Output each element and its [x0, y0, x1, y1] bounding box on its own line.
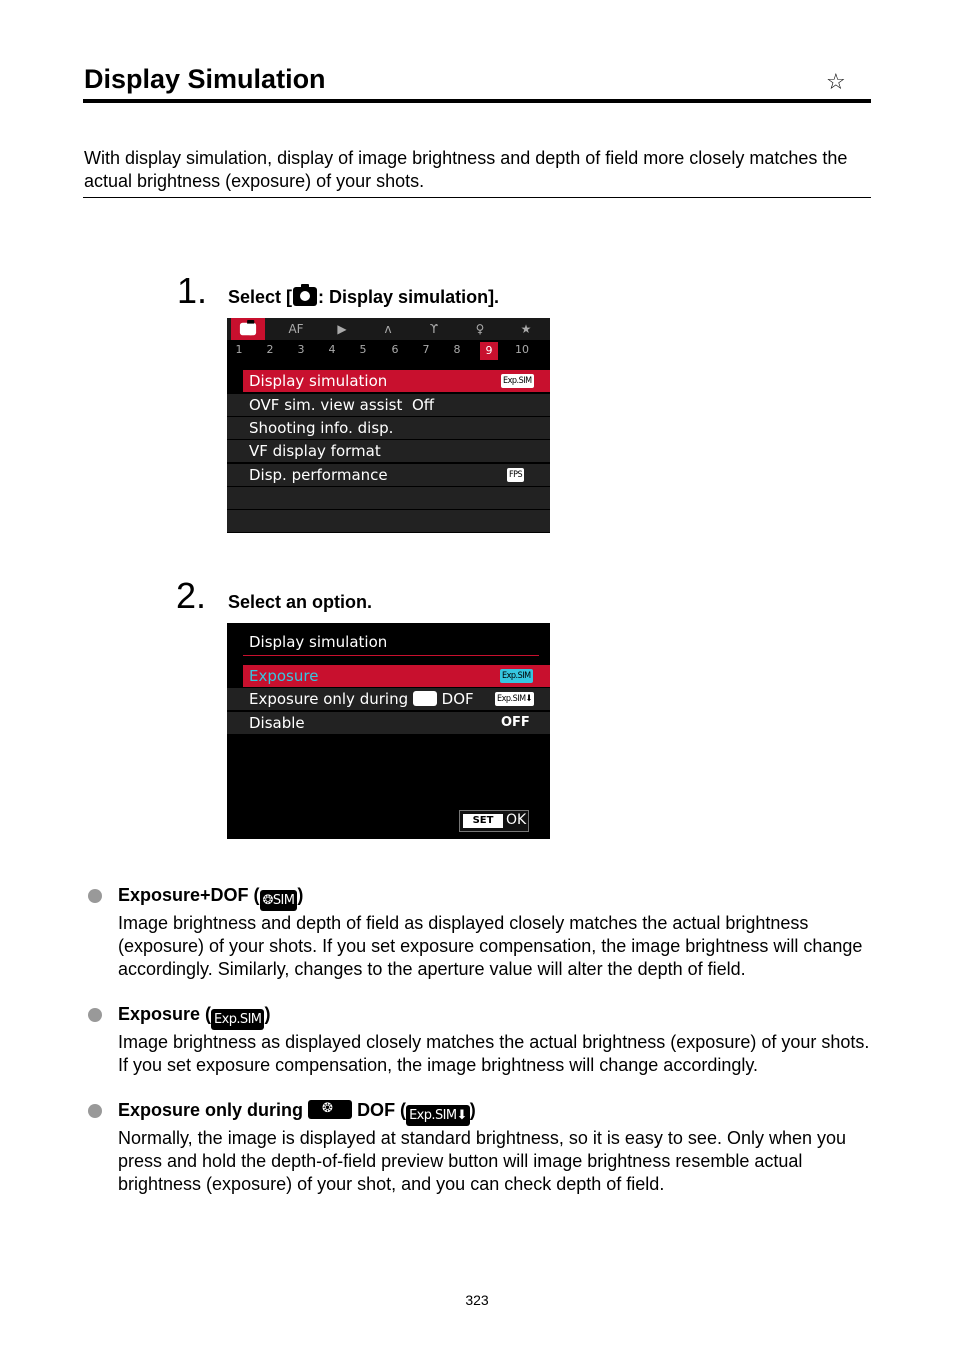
- menu-item-shooting-info[interactable]: [227, 417, 550, 439]
- option-title-end: ): [264, 1004, 271, 1024]
- step-1-text-before: Select [: [228, 287, 293, 307]
- step-2-text: Select an option.: [228, 592, 373, 612]
- intro-text: With display simulation, display of image brightness and depth of field more closely matches the actual brightness (exposure) of your shots.: [84, 148, 848, 191]
- menu-screen: [227, 318, 550, 533]
- option-title-text: Exposure+DOF (: [118, 885, 260, 905]
- exp-sim-dof-icon: Exp.SIM⬇: [406, 1105, 470, 1126]
- option-value: OFF: [501, 715, 530, 730]
- page-number[interactable]: 8: [453, 343, 461, 356]
- set-label: SET: [463, 814, 503, 828]
- menu-item-ovf-sim[interactable]: [227, 394, 550, 416]
- camera-icon: [293, 287, 317, 306]
- option-title-text: Exposure only during: [118, 1100, 304, 1120]
- set-ok-button[interactable]: [459, 810, 529, 832]
- page-number[interactable]: 4: [328, 343, 336, 356]
- menu-item-disp-performance[interactable]: [227, 464, 550, 486]
- option-screen-title: Display simulation: [249, 633, 388, 651]
- intro-divider: [83, 197, 871, 198]
- option-label: [249, 688, 474, 710]
- tab-custom[interactable]: ♀: [475, 322, 485, 336]
- fps-icon: FPS: [509, 470, 523, 480]
- option-title-text: Exposure (: [118, 1004, 212, 1024]
- page-number[interactable]: 10: [515, 343, 529, 356]
- tab-my-menu[interactable]: ★: [520, 322, 532, 336]
- option-desc-exposure-during-dof: Normally, the image is displayed at standard brightness, so it is easy to see. Only when you press and hold the depth-of-field preview button will image brightness resemble actual brightness (exposure) of your shot, and you can check depth of field.: [118, 1128, 847, 1194]
- tab-af[interactable]: AF: [288, 322, 304, 336]
- exp-sim-icon: Exp.SIM: [211, 1009, 264, 1030]
- tab-camera[interactable]: [231, 318, 265, 340]
- page-number[interactable]: 5: [359, 343, 367, 356]
- title-divider: [83, 99, 871, 103]
- step-1-number: 1.: [177, 270, 208, 311]
- ok-label: OK: [506, 812, 527, 828]
- menu-tab-bar: [227, 318, 550, 340]
- option-title-exposure: [118, 1004, 270, 1030]
- option-exposure-during-dof[interactable]: [227, 688, 550, 710]
- option-screen-divider: [243, 655, 539, 656]
- star-icon: ☆: [826, 70, 846, 95]
- option-title-exposure-during-dof: [118, 1100, 476, 1126]
- menu-item-label: VF display format: [249, 442, 381, 460]
- menu-item-label: Shooting info. disp.: [249, 419, 394, 437]
- step-2-number: 2.: [176, 575, 207, 616]
- page-number[interactable]: 2: [266, 343, 274, 356]
- exp-sim-icon: Exp.SIM: [503, 376, 532, 386]
- dof-preview-icon: [413, 691, 437, 706]
- option-label-after: DOF: [441, 690, 474, 708]
- step-1-text: [228, 287, 499, 308]
- option-title-mid: DOF (: [357, 1100, 407, 1120]
- page-number-active[interactable]: 9: [480, 342, 498, 360]
- page-number[interactable]: 7: [422, 343, 430, 356]
- option-exposure[interactable]: [227, 665, 550, 687]
- camera-icon: [240, 323, 256, 336]
- menu-item-empty: [227, 487, 550, 509]
- dof-preview-icon: ❂: [308, 1100, 352, 1119]
- tab-setup[interactable]: ϒ: [429, 322, 439, 336]
- menu-item-value: Off: [412, 396, 435, 414]
- option-title-end: ): [469, 1100, 476, 1120]
- page-title: Display Simulation: [84, 64, 326, 94]
- step-1-text-after: : Display simulation].: [318, 287, 500, 307]
- dof-sim-icon: ❂SIM: [260, 890, 298, 911]
- option-disable[interactable]: [227, 712, 550, 734]
- menu-item-vf-display[interactable]: [227, 440, 550, 462]
- option-title-exposure-dof: [118, 885, 303, 911]
- bullet-dot: [88, 1008, 102, 1022]
- menu-item-display-simulation[interactable]: [227, 370, 550, 392]
- page-number[interactable]: 6: [391, 343, 399, 356]
- option-label: Disable: [249, 714, 305, 732]
- menu-item-label: Disp. performance: [249, 466, 388, 484]
- tab-wireless[interactable]: ʌ: [384, 322, 392, 336]
- exp-sim-icon: Exp.SIM: [502, 671, 531, 681]
- sim-icon-label: SIM: [272, 893, 295, 908]
- option-label: Exposure: [249, 667, 319, 685]
- option-desc-exposure: Image brightness as displayed closely matches the actual brightness (exposure) of your shots. If you set exposure compensation, the image brightness will change accordingly.: [118, 1032, 870, 1075]
- exp-sim-dof-icon: Exp.SIM⬇: [497, 694, 532, 704]
- menu-item-empty: [227, 510, 550, 532]
- menu-item-label: OVF sim. view assist: [249, 396, 403, 414]
- option-title-end: ): [297, 885, 304, 905]
- option-screen: [227, 623, 550, 839]
- bullet-dot: [88, 1104, 102, 1118]
- bullet-dot: [88, 889, 102, 903]
- page-number[interactable]: 1: [235, 343, 243, 356]
- option-desc-exposure-dof: Image brightness and depth of field as displayed closely matches the actual brightness (exposure) of your shots. If you set exposure compensation, the image brightness will change accordingly. Similarly, changes to the aperture value will alter the depth of field.: [118, 913, 863, 979]
- menu-page-numbers: [227, 340, 550, 362]
- page-number[interactable]: 3: [297, 343, 305, 356]
- page-number: 323: [465, 1292, 489, 1308]
- menu-item-label: Display simulation: [249, 372, 388, 390]
- option-label-before: Exposure only during: [249, 690, 409, 708]
- tab-playback[interactable]: ▶: [337, 322, 347, 336]
